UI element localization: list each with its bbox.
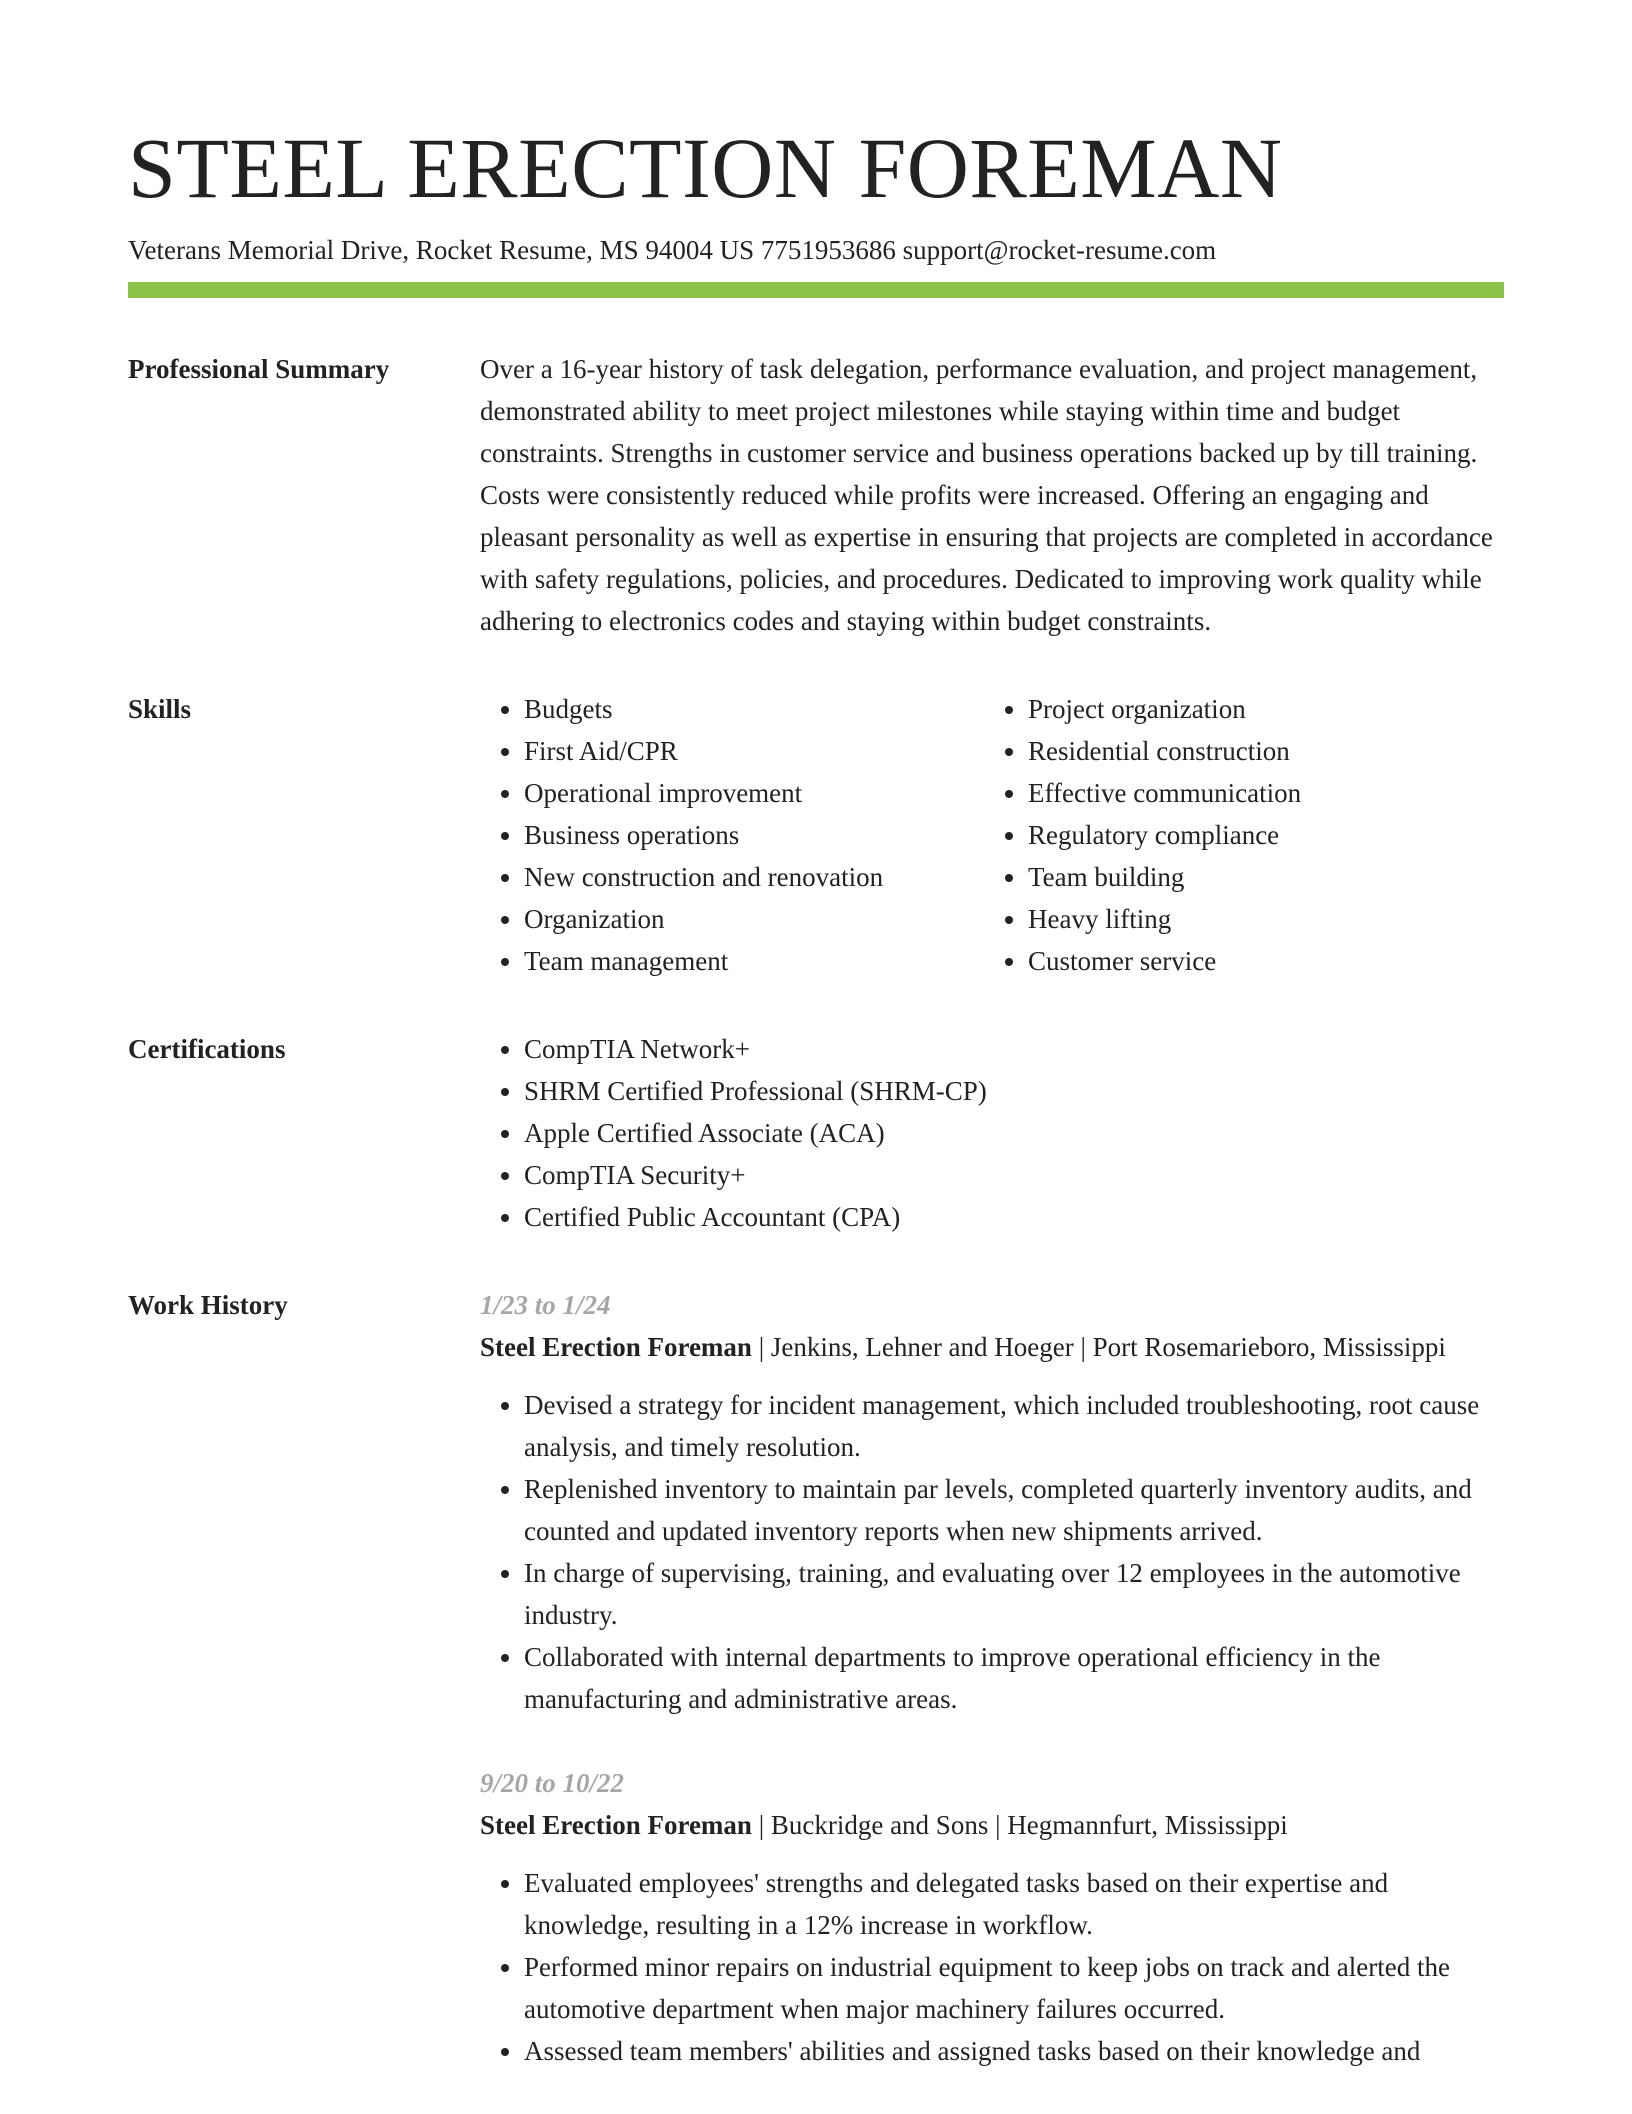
certification-item: • CompTIA Security+ xyxy=(524,1154,1504,1196)
contact-line: Veterans Memorial Drive, Rocket Resume, MS 94004 US 7751953686 support@rocket-resume.com xyxy=(128,235,1217,265)
skill-item: • Organization xyxy=(524,898,984,940)
summary-body xyxy=(480,348,1504,642)
job-details: | Buckridge and Sons | Hegmannfurt, Mississippi xyxy=(751,1810,1288,1840)
section-title-certifications: Certifications xyxy=(128,1034,286,1064)
skill-item: • Team management xyxy=(524,940,984,982)
work-history-body xyxy=(480,1284,1504,2114)
job-title: Steel Erection Foreman xyxy=(480,1810,752,1840)
job-bullet: • In charge of supervising, training, and evaluating over 12 employees in the automotive industry. xyxy=(524,1552,1504,1636)
summary-text: Over a 16-year history of task delegation, performance evaluation, and project management, demonstrated ability to meet project milestones while staying within time and budget constraints. Strengths in customer service and business operations backed up by till training. Costs were consistently reduced while profits were increased. Offering an engaging and pleasant personality as well as expertise in ensuring that projects are completed in accordance with safety regulations, policies, and procedures. Dedicated to improving work quality while adhering to electronics codes and staying within budget constraints. xyxy=(480,354,1493,636)
skill-item: • Operational improvement xyxy=(524,772,984,814)
job-bullet: • Devised a strategy for incident management, which included troubleshooting, root cause analysis, and timely resolution. xyxy=(524,1384,1504,1468)
skill-item: • Team building xyxy=(1028,856,1498,898)
section-skills xyxy=(128,688,1504,982)
section-title-summary: Professional Summary xyxy=(128,354,390,384)
certification-item: • CompTIA Network+ xyxy=(524,1028,1504,1070)
skill-item: • Residential construction xyxy=(1028,730,1498,772)
skill-item: • Business operations xyxy=(524,814,984,856)
job-heading xyxy=(480,1326,1504,1368)
section-work-history xyxy=(128,1284,1504,2114)
skills-column-2 xyxy=(984,688,1498,982)
skill-item: • Effective communication xyxy=(1028,772,1498,814)
skill-item: • New construction and renovation xyxy=(524,856,984,898)
job-bullet: • Evaluated employees' strengths and delegated tasks based on their expertise and knowledge, resulting in a 12% increase in workflow. xyxy=(524,1862,1504,1946)
section-title-skills: Skills xyxy=(128,694,192,724)
section-summary xyxy=(128,348,1504,642)
skill-item: • Customer service xyxy=(1028,940,1498,982)
job-title: Steel Erection Foreman xyxy=(480,1332,752,1362)
skills-grid xyxy=(480,688,1504,982)
job-bullets xyxy=(480,1384,1504,1720)
job-dates: 1/23 to 1/24 xyxy=(480,1290,611,1320)
job-bullet: • Collaborated with internal departments to improve operational efficiency in the manufacturing and administrative areas. xyxy=(524,1636,1504,1720)
certification-item: • Apple Certified Associate (ACA) xyxy=(524,1112,1504,1154)
skill-item: • First Aid/CPR xyxy=(524,730,984,772)
job-entry xyxy=(480,1762,1504,2072)
job-bullet: • Replenished inventory to maintain par levels, completed quarterly inventory audits, and counted and updated inventory reports when new shipments arrived. xyxy=(524,1468,1504,1552)
resume-name: STEEL ERECTION FOREMAN xyxy=(128,120,1283,216)
certifications-list xyxy=(480,1028,1504,1238)
certification-item: • SHRM Certified Professional (SHRM-CP) xyxy=(524,1070,1504,1112)
skill-item: • Regulatory compliance xyxy=(1028,814,1498,856)
certifications-body xyxy=(480,1028,1504,1238)
job-bullet: • Performed minor repairs on industrial equipment to keep jobs on track and alerted the automotive department when major machinery failures occurred. xyxy=(524,1946,1504,2030)
job-bullet: • Assessed team members' abilities and assigned tasks based on their knowledge and xyxy=(524,2030,1504,2072)
job-heading xyxy=(480,1804,1504,1846)
skill-item: • Budgets xyxy=(524,688,984,730)
header-divider xyxy=(128,282,1504,298)
job-entry xyxy=(480,1284,1504,1720)
skills-column-1 xyxy=(480,688,984,982)
certification-item: • Certified Public Accountant (CPA) xyxy=(524,1196,1504,1238)
skill-item: • Project organization xyxy=(1028,688,1498,730)
skill-item: • Heavy lifting xyxy=(1028,898,1498,940)
section-title-work-history: Work History xyxy=(128,1290,288,1320)
section-certifications xyxy=(128,1028,1504,1238)
job-bullets xyxy=(480,1862,1504,2072)
job-dates: 9/20 to 10/22 xyxy=(480,1768,625,1798)
job-details: | Jenkins, Lehner and Hoeger | Port Rosemarieboro, Mississippi xyxy=(751,1332,1446,1362)
